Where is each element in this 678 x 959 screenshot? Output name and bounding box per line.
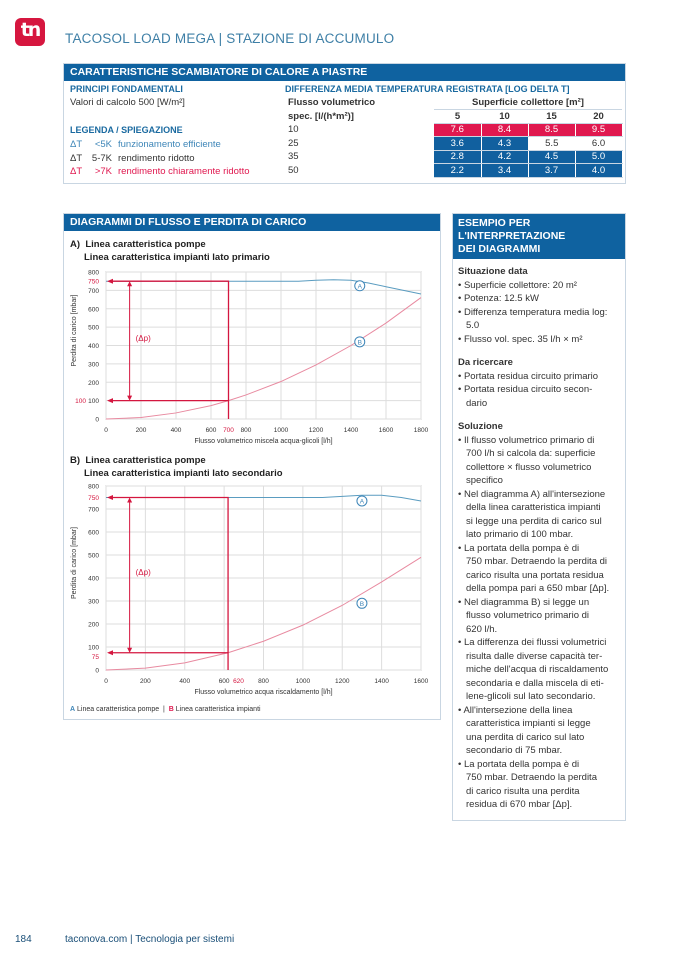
section-header: DIAGRAMMI DI FLUSSO E PERDITA DI CARICO bbox=[64, 214, 440, 231]
bullet-line: carico risulta una portata residua bbox=[466, 569, 604, 581]
bullet-item bbox=[458, 488, 620, 542]
y-high-label: 750 bbox=[88, 278, 99, 286]
example-heading: Soluzione bbox=[458, 421, 503, 432]
legend-text: rendimento ridotto bbox=[118, 152, 195, 164]
table-row bbox=[284, 164, 622, 178]
bullet-item bbox=[458, 306, 620, 333]
value-cell: 4.3 bbox=[481, 137, 528, 151]
bullet-line: specifico bbox=[466, 475, 503, 486]
series-a-line bbox=[106, 280, 421, 294]
y-axis-label: Perdita di carico [mbar] bbox=[71, 527, 78, 599]
footer-text: taconova.com | Tecnologia per sistemi bbox=[65, 934, 235, 945]
x-tick-label: 0 bbox=[104, 427, 108, 434]
x-marker-label: 620 bbox=[233, 678, 244, 685]
x-tick-label: 1000 bbox=[273, 427, 289, 434]
x-tick-label: 1600 bbox=[413, 678, 429, 685]
value-cell: 4.5 bbox=[528, 150, 575, 164]
value-cell: 6.0 bbox=[575, 137, 622, 151]
value-cell: 3.6 bbox=[434, 137, 481, 151]
delta-label: (Δp) bbox=[135, 568, 151, 578]
y-tick-label: 700 bbox=[88, 287, 99, 295]
surface-header: 15 bbox=[528, 110, 575, 124]
surface-header: 10 bbox=[481, 110, 528, 124]
marker-line-high bbox=[110, 498, 228, 671]
bullet-line: dario bbox=[466, 397, 488, 409]
bullet-line: 5.0 bbox=[466, 320, 480, 331]
legend-range: 5-7K bbox=[91, 152, 112, 164]
chart-label: A) bbox=[70, 239, 81, 250]
x-tick-label: 400 bbox=[170, 427, 182, 434]
chart-a-title bbox=[70, 238, 270, 264]
bullet-line: risulta dalle diverse capacità ter- bbox=[466, 650, 603, 662]
bullet-line: secondario di 75 mbar. bbox=[466, 745, 563, 756]
chart-title: Linea caratteristica pompe bbox=[85, 455, 206, 466]
bullet-line: caratteristica impianti si legge bbox=[466, 718, 591, 729]
x-tick-label: 1800 bbox=[413, 427, 429, 434]
bullet-item bbox=[458, 542, 620, 596]
principles-text: Valori di calcolo 500 [W/m²] bbox=[70, 97, 185, 108]
bullet-item bbox=[458, 292, 620, 306]
y-tick-label: 800 bbox=[88, 483, 99, 491]
x-tick-label: 800 bbox=[258, 678, 269, 685]
legend-a: Linea caratteristica pompe bbox=[77, 706, 160, 713]
bullet-item bbox=[458, 333, 620, 347]
bullet-line: 750 mbar. Detraendo la perdita di bbox=[466, 556, 608, 567]
bullet-item bbox=[458, 383, 620, 410]
section-header bbox=[453, 214, 625, 259]
legend-b: Linea caratteristica impianti bbox=[175, 706, 261, 713]
value-cell: 7.6 bbox=[434, 123, 481, 137]
surface-label: Superficie collettore [m²] bbox=[434, 96, 622, 110]
legend-range: >7K bbox=[94, 166, 112, 177]
bullet-line: • La differenza dei flussi volumetrici bbox=[458, 637, 607, 648]
legend-range: <5K bbox=[94, 139, 112, 150]
flow-cell: 50 bbox=[288, 164, 299, 176]
y-tick-label: 200 bbox=[88, 621, 99, 629]
legend-text: rendimento chiaramente ridotto bbox=[118, 166, 250, 177]
table-heading: DIFFERENZA MEDIA TEMPERATURA REGISTRATA [LOG DELTA T] bbox=[285, 84, 570, 94]
y-tick-label: 400 bbox=[88, 575, 99, 583]
x-tick-label: 600 bbox=[205, 427, 217, 434]
bullet-line: • Nel diagramma A) all'intersezione bbox=[458, 488, 606, 500]
x-axis-label: Flusso volumetrico acqua riscaldamento [l/h] bbox=[194, 689, 333, 696]
x-tick-label: 1000 bbox=[295, 678, 311, 685]
chart-subtitle: Linea caratteristica impianti lato secondario bbox=[84, 468, 283, 479]
bullet-line: flusso volumetrico primario di bbox=[466, 610, 590, 621]
x-tick-label: 1400 bbox=[374, 678, 389, 685]
legend-key-b: B bbox=[168, 706, 174, 713]
y-low-label: 100 bbox=[75, 398, 86, 406]
bullet-line: si legge una perdita di carico sul bbox=[466, 515, 602, 527]
chart-label: B) bbox=[70, 455, 81, 466]
col-label: Flusso volumetrico bbox=[288, 97, 376, 109]
legend-list bbox=[70, 138, 250, 179]
legend-item bbox=[70, 152, 250, 166]
delta-symbol: ΔT bbox=[70, 139, 83, 150]
bullet-line: collettore × flusso volumetrico bbox=[466, 461, 592, 473]
y-tick-label: 700 bbox=[88, 506, 99, 514]
value-cell: 8.5 bbox=[528, 123, 575, 137]
value-cell: 8.4 bbox=[481, 123, 528, 137]
bullet-line: lato primario di 100 mbar. bbox=[466, 529, 574, 540]
chart-a bbox=[64, 266, 442, 451]
bullet-line: • La portata della pompa è di bbox=[458, 542, 580, 554]
value-cell: 4.2 bbox=[481, 150, 528, 164]
bullet-line: 750 mbar. Detraendo la perdita bbox=[466, 772, 597, 783]
x-tick-label: 400 bbox=[179, 678, 191, 685]
value-cell: 5.0 bbox=[575, 150, 622, 164]
diagrams-section bbox=[63, 213, 441, 720]
y-tick-label: 0 bbox=[95, 667, 99, 675]
bullet-item bbox=[458, 596, 620, 637]
legend-item bbox=[70, 165, 250, 179]
bullet-item bbox=[458, 704, 620, 758]
value-cell: 2.8 bbox=[434, 150, 481, 164]
value-cell: 3.7 bbox=[528, 164, 575, 178]
arrow-icon bbox=[107, 495, 113, 500]
chart-subtitle: Linea caratteristica impianti lato primario bbox=[84, 252, 270, 263]
bullet-line: 620 l/h. bbox=[466, 623, 498, 635]
x-tick-label: 800 bbox=[240, 427, 252, 434]
bullet-item bbox=[458, 370, 620, 384]
surface-header: 20 bbox=[575, 110, 622, 124]
y-axis-label: Perdita di carico [mbar] bbox=[71, 294, 78, 367]
bullet-line: 700 l/h si calcola da: superficie bbox=[466, 448, 596, 459]
y-tick-label: 600 bbox=[88, 306, 99, 314]
exchanger-section bbox=[63, 63, 626, 184]
y-tick-label: 100 bbox=[88, 398, 99, 406]
y-tick-label: 100 bbox=[88, 644, 99, 652]
page-title: TACOSOL LOAD MEGA | STAZIONE DI ACCUMULO bbox=[65, 31, 395, 46]
arrow-icon bbox=[107, 650, 113, 655]
table-row bbox=[284, 150, 622, 164]
y-low-label: 75 bbox=[91, 653, 99, 661]
x-tick-label: 1400 bbox=[343, 427, 359, 434]
page-number: 184 bbox=[15, 934, 32, 945]
y-tick-label: 600 bbox=[88, 529, 99, 537]
bullet-item bbox=[458, 279, 620, 293]
logo-text: tn bbox=[20, 19, 40, 41]
arrow-icon bbox=[107, 398, 113, 403]
x-tick-label: 1200 bbox=[308, 427, 324, 434]
delta-t-table bbox=[284, 96, 623, 178]
bullet-line: • Flusso vol. spec. 35 l/h × m² bbox=[458, 333, 583, 345]
bullet-line: una perdita di carico sul lato bbox=[466, 731, 585, 743]
y-tick-label: 300 bbox=[88, 361, 99, 369]
title-line: ESEMPIO PER L'INTERPRETAZIONE bbox=[458, 217, 566, 242]
brand-logo bbox=[15, 18, 45, 46]
x-tick-label: 200 bbox=[135, 427, 147, 434]
bullet-line: • Superficie collettore: 20 m² bbox=[458, 279, 577, 291]
x-tick-label: 1200 bbox=[335, 678, 350, 685]
bullet-line: • Portata residua circuito primario bbox=[458, 370, 599, 382]
x-marker-label: 700 bbox=[223, 427, 234, 434]
bullet-line: • All'intersezione della linea bbox=[458, 704, 573, 716]
col-label: spec. [l/(h*m²)] bbox=[288, 110, 354, 122]
bullet-line: • Differenza temperatura media log: bbox=[458, 306, 608, 318]
legend-heading: LEGENDA / SPIEGAZIONE bbox=[70, 125, 183, 135]
delta-symbol: ΔT bbox=[70, 152, 83, 164]
legend-key-a: A bbox=[70, 706, 76, 713]
example-heading: Situazione data bbox=[458, 266, 528, 277]
bullet-line: della pompa pari a 650 mbar [Δp]. bbox=[466, 583, 610, 594]
bullet-line: lene-glicoli sul lato secondario. bbox=[466, 691, 596, 702]
bullet-line: residua di 670 mbar [Δp]. bbox=[466, 799, 573, 810]
x-tick-label: 0 bbox=[104, 678, 108, 685]
legend-item bbox=[70, 138, 250, 152]
chart-b-title bbox=[70, 454, 283, 480]
chart-title: Linea caratteristica pompe bbox=[85, 239, 206, 250]
legend-text: funzionamento efficiente bbox=[118, 139, 221, 150]
table-row bbox=[284, 137, 622, 151]
bullet-line: secondaria e dalla miscela di eti- bbox=[466, 677, 604, 689]
bullet-line: • Il flusso volumetrico primario di bbox=[458, 434, 595, 446]
flow-cell: 25 bbox=[288, 137, 299, 149]
bullet-line: della linea caratteristica impianti bbox=[466, 502, 601, 513]
y-tick-label: 500 bbox=[88, 552, 99, 560]
example-body bbox=[453, 259, 625, 814]
bullet-line: di carico risulta una perdita bbox=[466, 785, 580, 797]
bullet-line: miche dell'acqua di riscaldamento bbox=[466, 664, 609, 675]
surface-header: 5 bbox=[434, 110, 481, 124]
example-section bbox=[452, 213, 626, 821]
chart-b bbox=[64, 480, 442, 702]
principles-heading: PRINCIPI FONDAMENTALI bbox=[70, 84, 183, 94]
y-tick-label: 300 bbox=[88, 598, 99, 606]
series-label: A bbox=[359, 498, 365, 506]
y-tick-label: 0 bbox=[95, 416, 99, 424]
flow-cell: 10 bbox=[288, 124, 299, 136]
chart-legend bbox=[70, 706, 261, 713]
bullet-line: • Potenza: 12.5 kW bbox=[458, 293, 539, 304]
arrow-icon bbox=[107, 279, 113, 284]
value-cell: 9.5 bbox=[575, 123, 622, 137]
x-tick-label: 600 bbox=[218, 678, 230, 685]
x-axis-label: Flusso volumetrico miscela acqua-glicoli [l/h] bbox=[194, 438, 333, 445]
value-cell: 4.0 bbox=[575, 164, 622, 178]
bullet-line: • Nel diagramma B) si legge un bbox=[458, 596, 590, 608]
bullet-line: • La portata della pompa è di bbox=[458, 758, 580, 770]
bullet-line: • Portata residua circuito secon- bbox=[458, 384, 593, 395]
value-cell: 5.5 bbox=[528, 137, 575, 151]
series-label: B bbox=[357, 339, 362, 347]
delta-label: (Δp) bbox=[135, 333, 151, 343]
y-tick-label: 800 bbox=[88, 269, 99, 277]
value-cell: 2.2 bbox=[434, 164, 481, 178]
x-tick-label: 1600 bbox=[378, 427, 394, 434]
flow-cell: 35 bbox=[288, 151, 299, 163]
y-tick-label: 400 bbox=[88, 343, 99, 350]
x-tick-label: 200 bbox=[139, 678, 151, 685]
series-label: A bbox=[357, 283, 362, 291]
delta-symbol: ΔT bbox=[70, 166, 83, 177]
example-heading: Da ricercare bbox=[458, 357, 513, 368]
section-header: CARATTERISTICHE SCAMBIATORE DI CALORE A PIASTRE bbox=[64, 64, 625, 81]
bullet-item bbox=[458, 758, 620, 812]
bullet-item bbox=[458, 434, 620, 488]
series-label: B bbox=[359, 600, 365, 608]
y-tick-label: 200 bbox=[88, 379, 99, 387]
value-cell: 3.4 bbox=[481, 164, 528, 178]
y-high-label: 750 bbox=[88, 495, 99, 502]
y-tick-label: 500 bbox=[88, 324, 99, 332]
bullet-item bbox=[458, 636, 620, 704]
title-line: DEI DIAGRAMMI bbox=[458, 243, 541, 255]
table-row bbox=[284, 123, 622, 137]
legend-separator: | bbox=[163, 706, 165, 713]
